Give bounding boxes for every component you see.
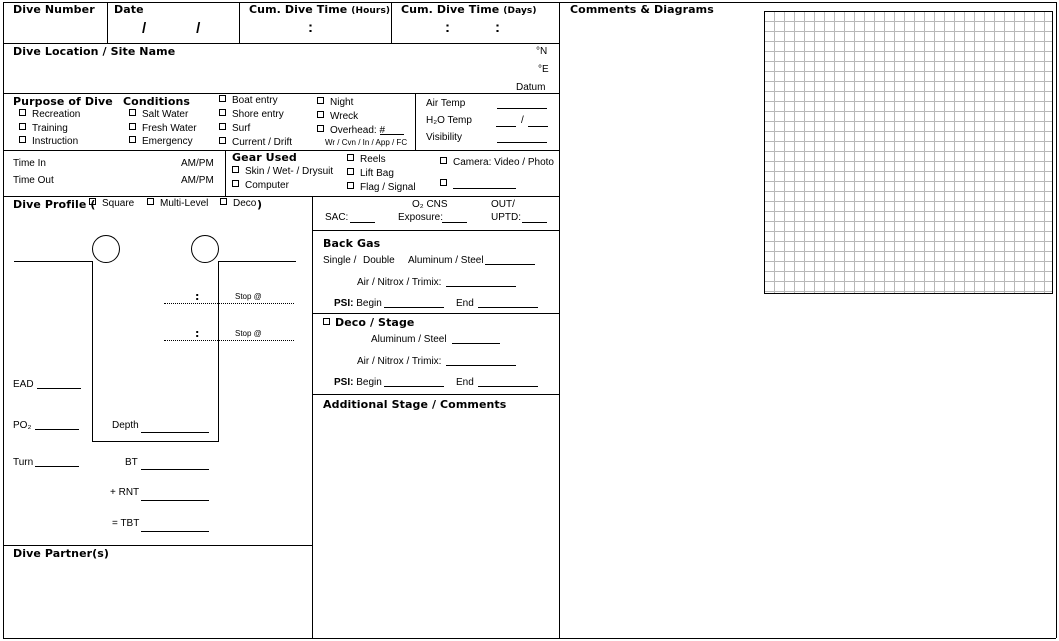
water-temp-line-2[interactable] [528,126,548,127]
divider [3,196,559,197]
gear-suit[interactable]: Skin / Wet- / Drysuit [232,166,333,177]
profile-close-paren: ) [257,198,263,211]
backgas-mix: Air / Nitrox / Trimix: [357,277,442,288]
checkbox[interactable] [347,182,354,189]
gear-other[interactable] [440,179,453,190]
po2-line[interactable] [35,429,79,430]
deco-title[interactable]: Deco / Stage [323,316,414,329]
stop2-colon: : [195,327,200,340]
checkbox[interactable] [347,168,354,175]
frame-right [1056,2,1057,638]
backgas-end-line[interactable] [478,307,538,308]
divider [312,313,559,314]
air-temp-line[interactable] [497,108,547,109]
checkbox[interactable] [232,180,239,187]
deco-psi: PSI: Begin [334,377,382,388]
frame-bottom [3,638,1056,639]
divider [225,150,226,196]
cond-emergency[interactable]: Emergency [129,136,193,147]
bt-line[interactable] [141,469,209,470]
checkbox[interactable] [19,123,26,130]
checkbox[interactable] [440,157,447,164]
east-label: °E [538,64,549,75]
ascent-circle[interactable] [191,235,219,263]
cond-surf[interactable]: Surf [219,123,250,134]
stop1-label: Stop @ [235,292,262,301]
date-separator: / / [142,20,201,37]
divider [312,196,313,638]
comments-title: Comments & Diagrams [570,3,714,16]
uptd-line[interactable] [522,222,547,223]
additional-title: Additional Stage / Comments [323,398,507,411]
overhead-line[interactable] [380,134,404,135]
checkbox[interactable] [347,154,354,161]
ead-label: EAD [13,379,34,390]
depth-line[interactable] [141,432,209,433]
po2-label: PO₂ [13,420,32,431]
backgas-alum[interactable]: Aluminum / Steel [408,255,484,266]
checkbox[interactable] [219,123,226,130]
checkbox[interactable] [89,198,96,205]
turn-line[interactable] [35,466,79,467]
time-out-label: Time Out [13,175,54,186]
checkbox[interactable] [219,109,226,116]
divider [3,93,559,94]
air-temp-label: Air Temp [426,98,466,109]
backgas-begin-line[interactable] [384,307,444,308]
ead-line[interactable] [37,388,81,389]
gear-reels[interactable]: Reels [347,154,386,165]
time-out-ampm: AM/PM [181,175,214,186]
checkbox[interactable] [317,97,324,104]
checkbox[interactable] [317,125,324,132]
frame-left [3,2,4,638]
purpose-training[interactable]: Training [19,123,68,134]
exposure-line[interactable] [442,222,467,223]
location-label: Dive Location / Site Name [13,45,176,58]
comments-divider [559,2,560,638]
time-in-ampm: AM/PM [181,158,214,169]
stop2-label: Stop @ [235,329,262,338]
diagram-grid[interactable] [764,11,1053,294]
rnt-line[interactable] [141,500,209,501]
surface-line-right [218,261,296,262]
divider [312,394,559,395]
cond-overhead[interactable]: Overhead: # [317,125,385,136]
checkbox[interactable] [129,123,136,130]
profile-ascent-line [218,261,219,441]
sac-label: SAC: [325,212,349,223]
checkbox[interactable] [219,95,226,102]
profile-deco[interactable]: Deco [220,198,256,209]
cum-days-separator-1: : [445,19,450,36]
divider [3,43,559,44]
cond-shore[interactable]: Shore entry [219,109,284,120]
water-temp-sep: / [521,115,524,126]
uptd-label: UPTD: [491,212,521,223]
cond-fresh[interactable]: Fresh Water [129,123,197,134]
divider [239,2,240,43]
visibility-line[interactable] [497,142,547,143]
checkbox[interactable] [317,111,324,118]
backgas-double[interactable]: Double [363,255,395,266]
deco-end-line[interactable] [478,386,538,387]
cond-salt[interactable]: Salt Water [129,109,188,120]
backgas-end: End [456,298,474,309]
north-label: °N [536,46,548,57]
deco-alum-line[interactable] [452,343,500,344]
purpose-title: Purpose of Dive [13,95,113,108]
exposure-label: Exposure: [398,212,444,223]
checkbox[interactable] [232,166,239,173]
divider [312,230,559,231]
profile-descent-line [92,261,93,441]
divider [415,93,416,150]
checkbox[interactable] [219,137,226,144]
backgas-psi: PSI: Begin [334,298,382,309]
cum-days-separator-2: : [495,19,500,36]
checkbox[interactable] [19,136,26,143]
bt-label: BT [125,457,138,468]
purpose-recreation[interactable]: Recreation [19,109,80,120]
divider [3,545,312,546]
backgas-title: Back Gas [323,237,381,250]
gear-flag[interactable]: Flag / Signal [347,182,416,193]
tbt-label: = TBT [112,518,140,529]
descent-circle[interactable] [92,235,120,263]
date-label: Date [114,3,144,16]
surface-line-left [14,261,92,262]
cond-current[interactable]: Current / Drift [219,137,292,148]
deco-begin-line[interactable] [384,386,444,387]
profile-title: Dive Profile ( [13,198,96,211]
rnt-label: + RNT [110,487,140,498]
partner-title: Dive Partner(s) [13,547,110,560]
cum-days-label: Cum. Dive Time (Days) [401,3,537,16]
out-label: OUT/ [491,199,515,210]
purpose-instruction[interactable]: Instruction [19,136,78,147]
gear-liftbag[interactable]: Lift Bag [347,168,394,179]
visibility-label: Visibility [426,132,462,143]
deco-mix: Air / Nitrox / Trimix: [357,356,442,367]
backgas-mix-line[interactable] [446,286,516,287]
checkbox[interactable] [129,136,136,143]
overhead-types: Wr / Cvn / In / App / FC [325,138,408,147]
cond-wreck[interactable]: Wreck [317,111,358,122]
conditions-title: Conditions [123,95,191,108]
gear-computer[interactable]: Computer [232,180,289,191]
checkbox[interactable] [147,198,154,205]
stop1-line[interactable] [164,303,294,304]
turn-label: Turn [13,457,34,468]
gear-camera[interactable]: Camera: Video / Photo [440,157,554,168]
checkbox[interactable] [323,318,330,325]
checkbox[interactable] [220,198,227,205]
cum-hours-separator: : [308,19,313,36]
backgas-alum-line[interactable] [485,264,535,265]
water-temp-line-1[interactable] [496,126,516,127]
cum-hours-label: Cum. Dive Time (Hours) [249,3,391,16]
tbt-line[interactable] [141,531,209,532]
deco-alum[interactable]: Aluminum / Steel [371,334,447,345]
divider [391,2,392,43]
deco-mix-line[interactable] [446,365,516,366]
checkbox[interactable] [19,109,26,116]
deco-end: End [456,377,474,388]
profile-bottom-line [92,441,219,442]
checkbox[interactable] [440,179,447,186]
checkbox[interactable] [129,109,136,116]
cond-boat[interactable]: Boat entry [219,95,278,106]
gear-other-line[interactable] [453,188,516,189]
cond-night[interactable]: Night [317,97,353,108]
o2-cns-label: O₂ CNS [412,199,448,210]
dive-number-label: Dive Number [13,3,95,16]
sac-line[interactable] [350,222,375,223]
stop1-colon: : [195,290,200,303]
backgas-single[interactable]: Single / [323,255,357,266]
water-temp-label: H₂O Temp [426,115,472,126]
datum-label: Datum [516,82,546,93]
depth-label: Depth [112,420,139,431]
time-in-label: Time In [13,158,46,169]
divider [107,2,108,43]
gear-title: Gear Used [232,151,297,164]
stop2-line[interactable] [164,340,294,341]
profile-square[interactable]: Square [89,198,134,209]
profile-multi[interactable]: Multi-Level [147,198,208,209]
